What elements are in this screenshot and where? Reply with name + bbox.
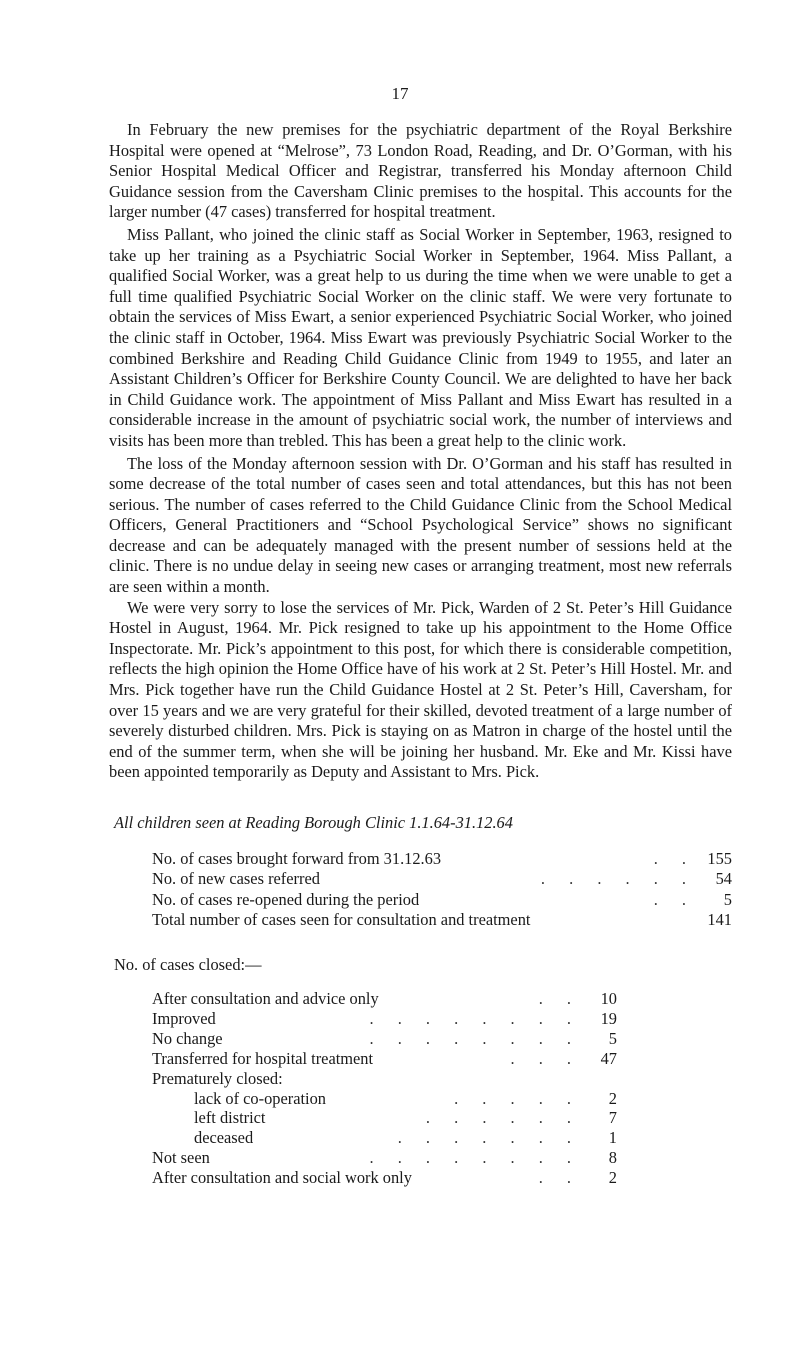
section-heading: All children seen at Reading Borough Clinic 1.1.64-31.12.64 [114, 813, 513, 832]
list-item [152, 1009, 617, 1029]
item-label: After consultation and social work only [152, 1168, 412, 1188]
leader-dots: . . . . . [454, 1088, 581, 1108]
list-item [152, 1128, 617, 1148]
paragraph: Miss Pallant, who joined the clinic staff as Social Worker in September, 1963, resigned to take up her training as a Psychiatric Social Worker in September, 1964. Miss Pallant, a qualified Social Worker, was a great help to us during the time when we were unable to get a full time qualified Psychiatric Social Worker on the clinic staff. We were very fortunate to obtain the services of Miss Ewart, a senior experienced Psychiatric Social Worker, who joined the clinic staff in October, 1964. Miss Ewart was previously Psychiatric Social Worker to the combined Berkshire and Reading Child Guidance Clinic from 1949 to 1955, and later an Assistant Children’s Officer for Berkshire County Council. We are delighted to have her back in Child Guidance work. The appointment of Miss Pallant and Miss Ewart has resulted in a considerable increase in the amount of psychiatric social work, the number of interviews and visits has been more than trebled. This has been a great help to the clinic work. [109, 224, 732, 450]
list-item [152, 1168, 617, 1188]
item-label: deceased [194, 1128, 254, 1148]
item-label: Not seen [152, 1148, 210, 1168]
leader-dots: . . . . . . [540, 869, 696, 889]
paragraph: In February the new premises for the psychiatric department of the Royal Berkshire Hospital were opened at “Melrose”, 73 London Road, Reading, and Dr. O’Gorman, with his Senior Hospital Medical Officer and Registrar, transferred his Monday afternoon Child Guidance session from the Caversham Clinic premises to the hospital. This accounts for the larger number (47 cases) transferred for hospital treatment. [109, 120, 732, 222]
body-text [109, 120, 732, 783]
item-value: 155 [707, 849, 732, 868]
item-label: No. of new cases referred [152, 869, 320, 889]
cases-summary [152, 849, 732, 930]
item-label: No. of cases brought forward from 31.12.63 [152, 849, 442, 868]
list-item [152, 849, 732, 869]
leader-dots: . . . . . . . . [369, 1148, 581, 1168]
item-label: Transferred for hospital treatment [152, 1048, 374, 1068]
item-value: 8 [608, 1148, 617, 1168]
item-label: Total number of cases seen for consultation and treatment [152, 909, 531, 929]
item-value: 2 [608, 1168, 617, 1188]
item-label: No change [152, 1028, 223, 1048]
item-label: Improved [152, 1008, 216, 1028]
item-label: lack of co-operation [194, 1088, 326, 1108]
item-value: 5 [608, 1028, 617, 1048]
page-number: 17 [391, 84, 409, 103]
leader-dots: . . [653, 849, 696, 868]
item-value: 19 [600, 1008, 617, 1028]
item-value: 7 [608, 1108, 617, 1128]
item-value: 10 [600, 989, 617, 1008]
leader-dots: . . . . . . [425, 1108, 581, 1128]
closed-cases-list [152, 989, 617, 1188]
item-label: Prematurely closed: [152, 1068, 283, 1088]
list-item [152, 1089, 617, 1109]
item-value: 54 [715, 869, 732, 889]
list-item [152, 1049, 617, 1069]
closed-cases-label: No. of cases closed:— [114, 955, 262, 974]
list-item [152, 869, 732, 889]
item-value: 141 [707, 909, 732, 929]
leader-dots: . . . [510, 1048, 581, 1068]
list-item [152, 910, 732, 930]
leader-dots: . . . . . . . . [369, 1028, 581, 1048]
item-label: No. of cases re-opened during the period [152, 889, 420, 909]
paragraph: We were very sorry to lose the services of Mr. Pick, Warden of 2 St. Peter’s Hill Guidance Hostel in August, 1964. Mr. Pick resigned to take up his appointment to the Home Office Inspectorate. Mr. Pick’s appointment to this post, for which there is considerable competition, reflects the high opinion the Home Office have of his work at 2 St. Peter’s Hill Hostel. Mr. and Mrs. Pick together have run the Child Guidance Hostel at 2 St. Peter’s Hill, Caversham, for over 15 years and we are very grateful for their skilled, devoted treatment of a large number of severely disturbed children. Mrs. Pick is staying on as Matron in charge of the hostel until the end of the summer term, when she will be joining her husband. Mr. Eke and Mr. Kissi have been appointed temporarily as Deputy and Assistant to Mrs. Pick. [109, 597, 732, 782]
leader-dots: . . [538, 1168, 581, 1188]
item-value: 47 [600, 1048, 617, 1068]
list-item [152, 989, 617, 1009]
item-value: 2 [608, 1088, 617, 1108]
list-item [152, 1148, 617, 1168]
item-label: left district [194, 1108, 266, 1128]
paragraph: The loss of the Monday afternoon session with Dr. O’Gorman and his staff has resulted in some decrease of the total number of cases seen and total attendances, but this has not been serious. The number of cases referred to the Child Guidance Clinic from the School Medical Officers, General Practitioners and “School Psychological Service” shows no significant decrease and can be adequately managed with the present number of sessions held at the clinic. There is no undue delay in seeing new cases or arranging treatment, most new referrals are seen within a month. [109, 453, 732, 597]
list-item [152, 890, 732, 910]
item-value: 5 [723, 889, 732, 909]
item-label: After consultation and advice only [152, 989, 379, 1008]
list-item [152, 1108, 617, 1128]
leader-dots: . . [538, 989, 581, 1008]
list-item [152, 1069, 617, 1089]
leader-dots: . . . . . . . . [369, 1008, 581, 1028]
list-item [152, 1029, 617, 1049]
item-value: 1 [608, 1128, 617, 1148]
leader-dots: . . . . . . . [397, 1128, 581, 1148]
leader-dots: . . [653, 889, 696, 909]
